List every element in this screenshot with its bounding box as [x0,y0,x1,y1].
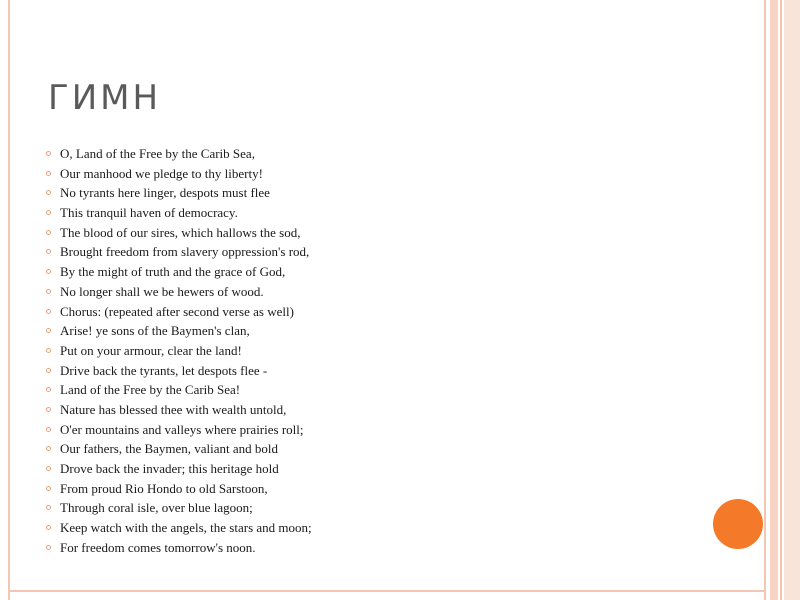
anthem-line-text: For freedom comes tomorrow's noon. [60,539,256,555]
circle-outline-bullet-icon [46,190,51,195]
anthem-line-text: O, Land of the Free by the Carib Sea, [60,146,255,161]
anthem-line-text: Drove back the invader; this heritage hold [60,461,279,476]
frame-left-line [8,0,10,600]
anthem-line [44,439,312,459]
anthem-line-text: No longer shall we be hewers of wood. [60,283,264,299]
anthem-line-text: This tranquil haven of democracy. [60,205,238,221]
circle-outline-bullet-icon [46,171,51,176]
anthem-line [44,518,312,538]
anthem-line [44,498,312,518]
anthem-line [44,459,312,479]
circle-outline-bullet-icon [46,466,51,471]
decorative-stripe [770,0,778,600]
anthem-line [44,282,312,302]
anthem-line-text: Chorus: (repeated after second verse as well) [60,303,294,319]
orange-circle-decoration [713,499,763,549]
circle-outline-bullet-icon [46,328,51,333]
anthem-line-text: By the might of truth and the grace of God, [60,264,286,280]
anthem-line [44,361,312,381]
circle-outline-bullet-icon [46,249,51,254]
circle-outline-bullet-icon [46,151,51,156]
circle-outline-bullet-icon [46,427,51,432]
frame-bottom-line [8,590,766,592]
anthem-line-text: Nature has blessed thee with wealth untold, [60,401,287,417]
circle-outline-bullet-icon [46,407,51,412]
anthem-line [44,223,312,243]
anthem-line [44,144,312,164]
circle-outline-bullet-icon [46,525,51,530]
anthem-line [44,420,312,440]
anthem-line-text: Our manhood we pledge to thy liberty! [60,165,263,181]
circle-outline-bullet-icon [46,505,51,510]
anthem-line [44,538,312,558]
circle-outline-bullet-icon [46,545,51,550]
circle-outline-bullet-icon [46,289,51,294]
anthem-line-text: Land of the Free by the Carib Sea! [60,382,241,398]
circle-outline-bullet-icon [46,309,51,314]
anthem-line-text: Through coral isle, over blue lagoon; [60,500,253,516]
anthem-line [44,164,312,184]
circle-outline-bullet-icon [46,368,51,373]
circle-outline-bullet-icon [46,387,51,392]
circle-outline-bullet-icon [46,269,51,274]
decorative-stripe [784,0,800,600]
anthem-line [44,380,312,400]
circle-outline-bullet-icon [46,348,51,353]
anthem-line [44,321,312,341]
anthem-line-text: The blood of our sires, which hallows the sod, [60,224,301,240]
anthem-line-text: Put on your armour, clear the land! [60,342,242,358]
anthem-line-text: Our fathers, the Baymen, valiant and bold [60,441,279,457]
decorative-stripe [780,0,782,600]
anthem-line [44,479,312,499]
circle-outline-bullet-icon [46,210,51,215]
circle-outline-bullet-icon [46,486,51,491]
slide-title: ГИМН [48,78,162,118]
anthem-line-text: Keep watch with the angels, the stars and moon; [60,520,312,536]
anthem-line-text: Arise! ye sons of the Baymen's clan, [60,323,250,339]
anthem-line-text: From proud Rio Hondo to old Sarstoon, [60,480,268,496]
anthem-lines-list [44,144,312,557]
anthem-line [44,341,312,361]
anthem-line [44,400,312,420]
anthem-line-text: Drive back the tyrants, let despots flee - [60,362,268,378]
circle-outline-bullet-icon [46,446,51,451]
anthem-line [44,242,312,262]
anthem-line [44,203,312,223]
circle-outline-bullet-icon [46,230,51,235]
anthem-line-text: No tyrants here linger, despots must flee [60,185,270,201]
anthem-line [44,183,312,203]
decorative-stripe [764,0,766,600]
anthem-line [44,302,312,322]
anthem-line [44,262,312,282]
anthem-line-text: Brought freedom from slavery oppression's rod, [60,244,310,260]
anthem-line-text: O'er mountains and valleys where prairies roll; [60,421,304,437]
